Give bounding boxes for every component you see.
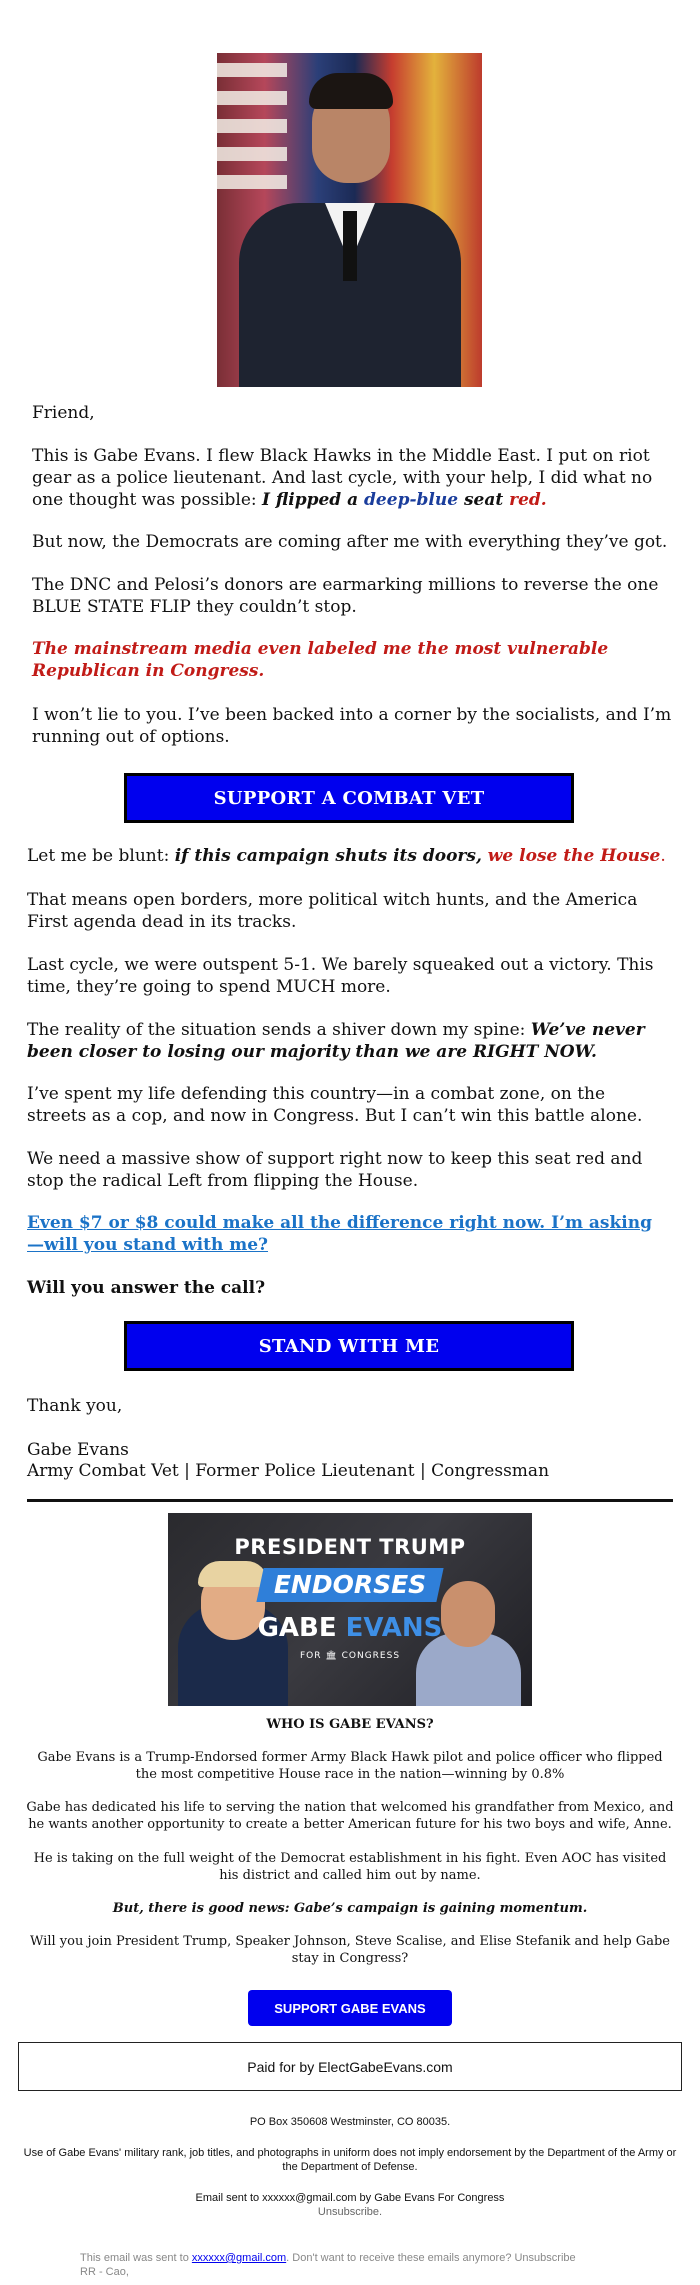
- footer-email-link[interactable]: xxxxxx@gmail.com: [191, 2252, 287, 2264]
- signature-title: Army Combat Vet | Former Police Lieutenant | Congressman: [27, 1461, 550, 1481]
- paragraph-outspent: Last cycle, we were outspent 5-1. We barely squeaked out a victory. This time, they’re going to spend MUCH more.: [27, 955, 654, 997]
- sent-to-line: Email sent to xxxxxx@gmail.com by Gabe Evans For Congress: [195, 2192, 505, 2204]
- stand-with-me-button[interactable]: STAND WITH ME: [124, 1321, 574, 1371]
- endorsement-banner[interactable]: [168, 1513, 532, 1706]
- bio-paragraph-3: He is taking on the full weight of the Democrat establishment in his fight. Even AOC has visited his district and called him out by name.: [33, 1851, 667, 1883]
- bio-paragraph-1: Gabe Evans is a Trump-Endorsed former Army Black Hawk pilot and police officer who flipped the most competitive House race in the nation—winning by 0.8%: [37, 1750, 663, 1782]
- banner-subtitle: FOR 🏛 CONGRESS: [299, 1651, 401, 1661]
- footer-notice: This email was sent to xxxxxx@gmail.com. Don't want to receive these emails anymore? Unsubscribe RR - Cao,: [80, 2252, 576, 2278]
- candidate-portrait: [217, 53, 482, 387]
- paid-for-text: Paid for by ElectGabeEvans.com: [247, 2058, 453, 2075]
- paragraph-borders: That means open borders, more political witch hunts, and the America First agenda dead in its tracks.: [27, 890, 638, 932]
- donation-link-wrapper: [27, 1212, 667, 1256]
- disclaimer: Use of Gabe Evans' military rank, job titles, and photographs in uniform does not imply endorsement by the Department of the Army or the Department of Defense.: [23, 2147, 677, 2173]
- unsubscribe-link[interactable]: Unsubscribe.: [317, 2206, 383, 2218]
- paragraph-defending: I’ve spent my life defending this country—in a combat zone, on the streets as a cop, and now in Congress. But I can’t win this battle alone.: [27, 1084, 643, 1126]
- paragraph-dnc: The DNC and Pelosi’s donors are earmarking millions to reverse the one BLUE STATE FLIP they couldn’t stop.: [32, 575, 659, 617]
- banner-endorses: ENDORSES: [273, 1570, 427, 1599]
- paragraph-democrats: But now, the Democrats are coming after me with everything they’ve got.: [32, 532, 668, 552]
- support-combat-vet-button[interactable]: SUPPORT A COMBAT VET: [124, 773, 574, 823]
- bio-paragraph-5: Will you join President Trump, Speaker Johnson, Steve Scalise, and Elise Stefanik and help Gabe stay in Congress?: [30, 1934, 670, 1966]
- paragraph-media: The mainstream media even labeled me the most vulnerable Republican in Congress.: [32, 639, 609, 681]
- paragraph-options: I won’t lie to you. I’ve been backed into a corner by the socialists, and I’m running out of options.: [32, 705, 672, 747]
- call-question: Will you answer the call?: [27, 1278, 266, 1298]
- paid-for-box: [18, 2042, 682, 2091]
- support-gabe-evans-button[interactable]: SUPPORT GABE EVANS: [248, 1990, 452, 2026]
- intro-paragraph: This is Gabe Evans. I flew Black Hawks in the Middle East. I put on riot gear as a police lieutenant. And last cycle, with your help, I did what no one thought was possible: I flipped a deep-blue seat red.: [32, 446, 653, 510]
- address: PO Box 350608 Westminster, CO 80035.: [249, 2116, 451, 2128]
- paragraph-blunt: Let me be blunt: if this campaign shuts its doors, we lose the House.: [27, 846, 666, 866]
- bio-good-news: But, there is good news: Gabe’s campaign is gaining momentum.: [112, 1901, 588, 1916]
- paragraph-reality: The reality of the situation sends a shiver down my spine: We’ve never been closer to losing our majority than we are RIGHT NOW.: [27, 1020, 645, 1062]
- banner-title: PRESIDENT TRUMP: [234, 1535, 466, 1559]
- signoff: Thank you,: [27, 1396, 123, 1416]
- donation-ask-link[interactable]: Even $7 or $8 could make all the difference right now. I’m asking—will you stand with me?: [27, 1213, 652, 1255]
- banner-endorses-box: [256, 1568, 443, 1602]
- signature-name: Gabe Evans: [27, 1440, 129, 1460]
- greeting: Friend,: [32, 403, 95, 423]
- bio-heading: WHO IS GABE EVANS?: [266, 1717, 434, 1732]
- banner-name: GABE EVANS: [257, 1613, 443, 1643]
- paragraph-support: We need a massive show of support right now to keep this seat red and stop the radical Left from flipping the House.: [27, 1149, 643, 1191]
- divider: [27, 1499, 673, 1502]
- bio-paragraph-2: Gabe has dedicated his life to serving the nation that welcomed his grandfather from Mexico, and he wants another opportunity to create a better American future for his two boys and wife, Anne.: [26, 1800, 674, 1832]
